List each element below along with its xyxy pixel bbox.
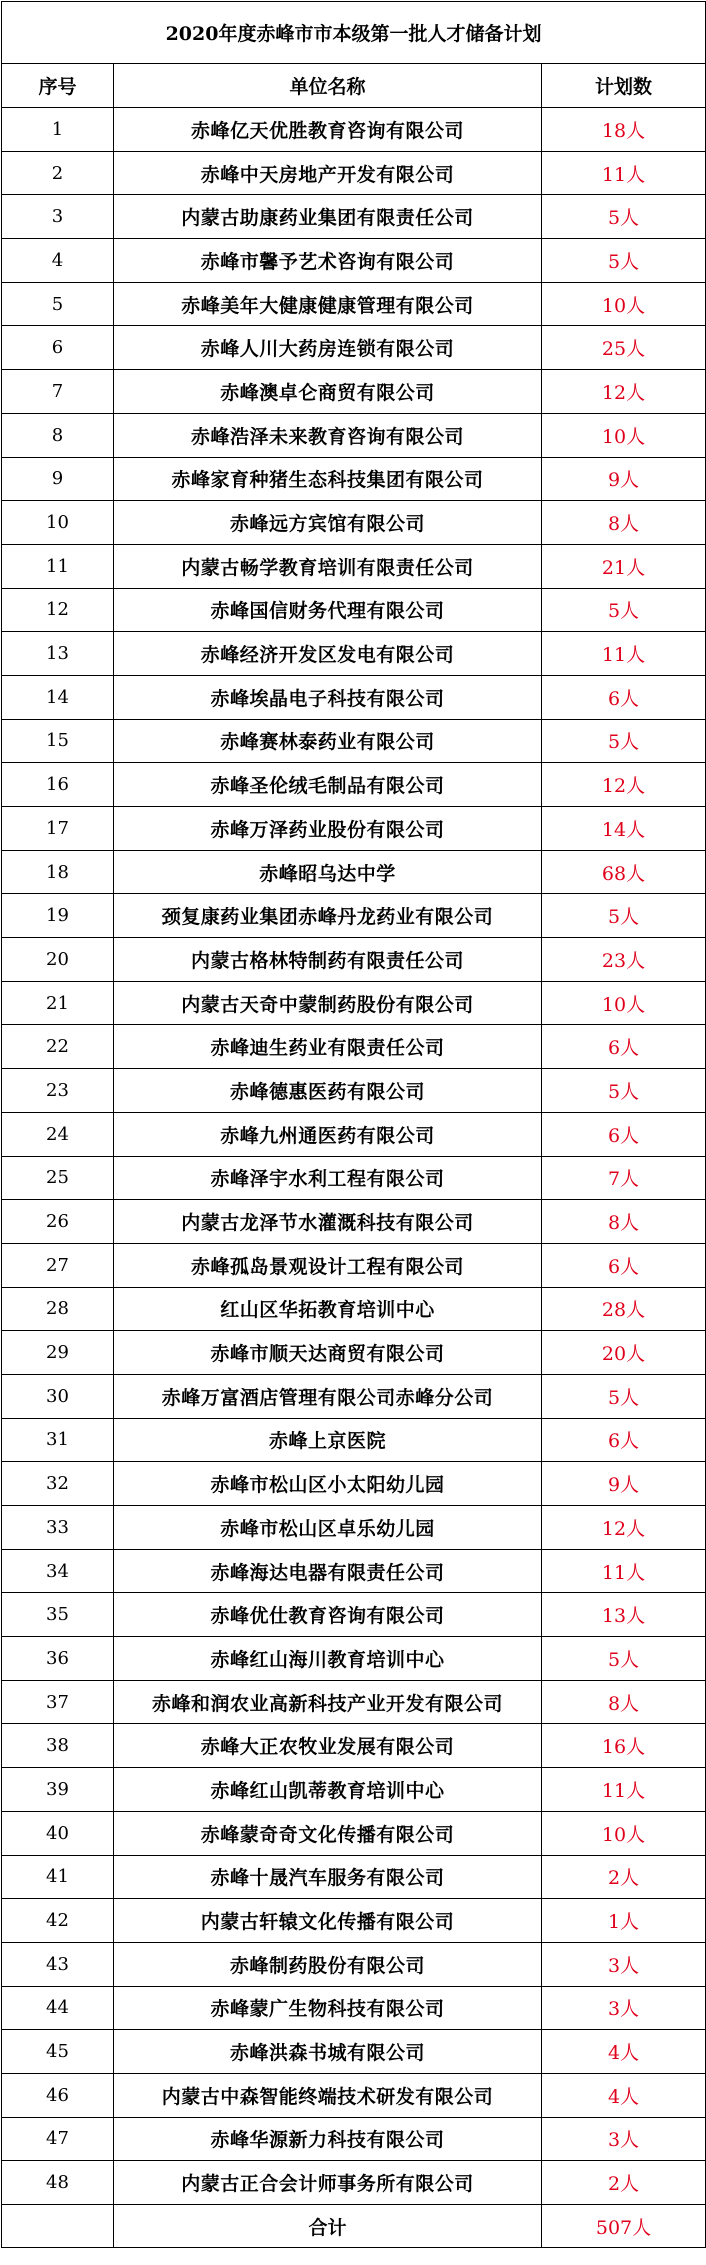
table-row bbox=[2, 195, 706, 239]
row-index: 3 bbox=[2, 195, 114, 239]
table-row bbox=[2, 1418, 706, 1462]
row-plan-count: 12人 bbox=[542, 370, 706, 414]
table-row bbox=[2, 1243, 706, 1287]
table-row bbox=[2, 1156, 706, 1200]
row-plan-count: 5人 bbox=[542, 239, 706, 283]
row-unit-name: 颈复康药业集团赤峰丹龙药业有限公司 bbox=[114, 894, 542, 938]
row-plan-count: 11人 bbox=[542, 1768, 706, 1812]
row-plan-count: 18人 bbox=[542, 108, 706, 152]
row-plan-count: 5人 bbox=[542, 1374, 706, 1418]
row-index: 27 bbox=[2, 1243, 114, 1287]
row-plan-count: 1人 bbox=[542, 1899, 706, 1943]
row-index: 15 bbox=[2, 719, 114, 763]
header-plan-count: 计划数 bbox=[542, 64, 706, 108]
table-row bbox=[2, 632, 706, 676]
header-index: 序号 bbox=[2, 64, 114, 108]
row-index: 41 bbox=[2, 1855, 114, 1899]
row-plan-count: 5人 bbox=[542, 195, 706, 239]
row-unit-name: 赤峰德惠医药有限公司 bbox=[114, 1069, 542, 1113]
row-plan-count: 25人 bbox=[542, 326, 706, 370]
row-unit-name: 赤峰亿天优胜教育咨询有限公司 bbox=[114, 108, 542, 152]
table-row bbox=[2, 1680, 706, 1724]
table-row bbox=[2, 763, 706, 807]
table-row bbox=[2, 108, 706, 152]
row-index: 18 bbox=[2, 850, 114, 894]
table-row bbox=[2, 2073, 706, 2117]
row-index: 22 bbox=[2, 1025, 114, 1069]
table-row bbox=[2, 1069, 706, 1113]
table-row bbox=[2, 1899, 706, 1943]
row-plan-count: 5人 bbox=[542, 1069, 706, 1113]
table-row bbox=[2, 1637, 706, 1681]
table-row bbox=[2, 326, 706, 370]
row-plan-count: 11人 bbox=[542, 1549, 706, 1593]
row-plan-count: 11人 bbox=[542, 632, 706, 676]
table-row bbox=[2, 2117, 706, 2161]
table-row bbox=[2, 1549, 706, 1593]
row-unit-name: 赤峰和润农业高新科技产业开发有限公司 bbox=[114, 1680, 542, 1724]
row-plan-count: 6人 bbox=[542, 1418, 706, 1462]
table-row bbox=[2, 588, 706, 632]
row-index: 11 bbox=[2, 544, 114, 588]
row-index: 36 bbox=[2, 1637, 114, 1681]
row-unit-name: 赤峰市馨予艺术咨询有限公司 bbox=[114, 239, 542, 283]
table-row bbox=[2, 981, 706, 1025]
row-unit-name: 赤峰远方宾馆有限公司 bbox=[114, 501, 542, 545]
table-row bbox=[2, 938, 706, 982]
row-plan-count: 5人 bbox=[542, 588, 706, 632]
row-unit-name: 赤峰万泽药业股份有限公司 bbox=[114, 807, 542, 851]
table-row bbox=[2, 1331, 706, 1375]
row-plan-count: 14人 bbox=[542, 807, 706, 851]
row-unit-name: 赤峰迪生药业有限责任公司 bbox=[114, 1025, 542, 1069]
table-title-row bbox=[2, 2, 706, 64]
row-unit-name: 赤峰美年大健康健康管理有限公司 bbox=[114, 282, 542, 326]
row-index: 37 bbox=[2, 1680, 114, 1724]
row-index: 42 bbox=[2, 1899, 114, 1943]
row-index: 20 bbox=[2, 938, 114, 982]
row-index: 7 bbox=[2, 370, 114, 414]
row-index: 46 bbox=[2, 2073, 114, 2117]
row-plan-count: 3人 bbox=[542, 2117, 706, 2161]
row-unit-name: 内蒙古中森智能终端技术研发有限公司 bbox=[114, 2073, 542, 2117]
row-plan-count: 6人 bbox=[542, 1112, 706, 1156]
total-row bbox=[2, 2205, 706, 2248]
row-unit-name: 赤峰埃晶电子科技有限公司 bbox=[114, 675, 542, 719]
row-index: 19 bbox=[2, 894, 114, 938]
row-plan-count: 8人 bbox=[542, 1200, 706, 1244]
row-plan-count: 2人 bbox=[542, 2161, 706, 2205]
total-index-cell bbox=[2, 2205, 114, 2248]
row-index: 25 bbox=[2, 1156, 114, 1200]
row-unit-name: 赤峰澳卓仑商贸有限公司 bbox=[114, 370, 542, 414]
row-index: 28 bbox=[2, 1287, 114, 1331]
row-plan-count: 5人 bbox=[542, 1637, 706, 1681]
table-row bbox=[2, 1374, 706, 1418]
plan-table bbox=[1, 1, 706, 2248]
row-unit-name: 赤峰红山海川教育培训中心 bbox=[114, 1637, 542, 1681]
row-index: 29 bbox=[2, 1331, 114, 1375]
table-row bbox=[2, 1025, 706, 1069]
row-index: 34 bbox=[2, 1549, 114, 1593]
row-unit-name: 赤峰蒙奇奇文化传播有限公司 bbox=[114, 1811, 542, 1855]
row-plan-count: 21人 bbox=[542, 544, 706, 588]
row-index: 4 bbox=[2, 239, 114, 283]
table-row bbox=[2, 2161, 706, 2205]
row-unit-name: 赤峰昭乌达中学 bbox=[114, 850, 542, 894]
row-plan-count: 6人 bbox=[542, 675, 706, 719]
row-unit-name: 赤峰泽宇水利工程有限公司 bbox=[114, 1156, 542, 1200]
row-plan-count: 3人 bbox=[542, 1942, 706, 1986]
table-title: 2020年度赤峰市市本级第一批人才储备计划 bbox=[2, 2, 706, 64]
total-count: 507人 bbox=[542, 2205, 706, 2248]
row-plan-count: 10人 bbox=[542, 1811, 706, 1855]
row-unit-name: 赤峰华源新力科技有限公司 bbox=[114, 2117, 542, 2161]
row-plan-count: 5人 bbox=[542, 894, 706, 938]
row-plan-count: 10人 bbox=[542, 981, 706, 1025]
row-index: 39 bbox=[2, 1768, 114, 1812]
row-unit-name: 赤峰赛林泰药业有限公司 bbox=[114, 719, 542, 763]
row-plan-count: 11人 bbox=[542, 151, 706, 195]
table-row bbox=[2, 544, 706, 588]
table-row bbox=[2, 1986, 706, 2030]
table-row bbox=[2, 1506, 706, 1550]
row-index: 2 bbox=[2, 151, 114, 195]
row-unit-name: 赤峰九州通医药有限公司 bbox=[114, 1112, 542, 1156]
row-unit-name: 赤峰上京医院 bbox=[114, 1418, 542, 1462]
column-header-row bbox=[2, 64, 706, 108]
table-row bbox=[2, 1724, 706, 1768]
row-plan-count: 6人 bbox=[542, 1243, 706, 1287]
row-index: 6 bbox=[2, 326, 114, 370]
table-row bbox=[2, 1593, 706, 1637]
row-index: 13 bbox=[2, 632, 114, 676]
table-row bbox=[2, 1811, 706, 1855]
row-unit-name: 赤峰海达电器有限责任公司 bbox=[114, 1549, 542, 1593]
row-unit-name: 赤峰十晟汽车服务有限公司 bbox=[114, 1855, 542, 1899]
table-row bbox=[2, 850, 706, 894]
row-unit-name: 红山区华拓教育培训中心 bbox=[114, 1287, 542, 1331]
row-unit-name: 赤峰蒙广生物科技有限公司 bbox=[114, 1986, 542, 2030]
row-unit-name: 赤峰浩泽未来教育咨询有限公司 bbox=[114, 413, 542, 457]
row-unit-name: 赤峰市松山区小太阳幼儿园 bbox=[114, 1462, 542, 1506]
row-plan-count: 23人 bbox=[542, 938, 706, 982]
row-unit-name: 赤峰大正农牧业发展有限公司 bbox=[114, 1724, 542, 1768]
table-row bbox=[2, 807, 706, 851]
row-index: 26 bbox=[2, 1200, 114, 1244]
row-plan-count: 2人 bbox=[542, 1855, 706, 1899]
row-plan-count: 68人 bbox=[542, 850, 706, 894]
row-index: 17 bbox=[2, 807, 114, 851]
table-row bbox=[2, 370, 706, 414]
row-plan-count: 9人 bbox=[542, 457, 706, 501]
row-unit-name: 赤峰家育种猪生态科技集团有限公司 bbox=[114, 457, 542, 501]
row-index: 10 bbox=[2, 501, 114, 545]
row-index: 21 bbox=[2, 981, 114, 1025]
table-row bbox=[2, 151, 706, 195]
table-row bbox=[2, 894, 706, 938]
row-plan-count: 6人 bbox=[542, 1025, 706, 1069]
row-unit-name: 内蒙古畅学教育培训有限责任公司 bbox=[114, 544, 542, 588]
row-index: 30 bbox=[2, 1374, 114, 1418]
row-plan-count: 4人 bbox=[542, 2030, 706, 2074]
row-unit-name: 赤峰市松山区卓乐幼儿园 bbox=[114, 1506, 542, 1550]
row-plan-count: 4人 bbox=[542, 2073, 706, 2117]
row-index: 35 bbox=[2, 1593, 114, 1637]
row-index: 12 bbox=[2, 588, 114, 632]
table-row bbox=[2, 457, 706, 501]
row-plan-count: 10人 bbox=[542, 413, 706, 457]
row-index: 48 bbox=[2, 2161, 114, 2205]
table-row bbox=[2, 1200, 706, 1244]
row-unit-name: 赤峰优仕教育咨询有限公司 bbox=[114, 1593, 542, 1637]
row-index: 5 bbox=[2, 282, 114, 326]
row-unit-name: 赤峰洪森书城有限公司 bbox=[114, 2030, 542, 2074]
table-row bbox=[2, 719, 706, 763]
row-index: 44 bbox=[2, 1986, 114, 2030]
row-index: 43 bbox=[2, 1942, 114, 1986]
table-row bbox=[2, 1112, 706, 1156]
row-unit-name: 赤峰国信财务代理有限公司 bbox=[114, 588, 542, 632]
table-row bbox=[2, 2030, 706, 2074]
row-unit-name: 赤峰孤岛景观设计工程有限公司 bbox=[114, 1243, 542, 1287]
row-unit-name: 赤峰红山凯蒂教育培训中心 bbox=[114, 1768, 542, 1812]
row-index: 40 bbox=[2, 1811, 114, 1855]
row-index: 8 bbox=[2, 413, 114, 457]
row-unit-name: 内蒙古助康药业集团有限责任公司 bbox=[114, 195, 542, 239]
row-index: 45 bbox=[2, 2030, 114, 2074]
row-index: 47 bbox=[2, 2117, 114, 2161]
row-index: 1 bbox=[2, 108, 114, 152]
row-plan-count: 7人 bbox=[542, 1156, 706, 1200]
row-unit-name: 内蒙古龙泽节水灌溉科技有限公司 bbox=[114, 1200, 542, 1244]
row-plan-count: 5人 bbox=[542, 719, 706, 763]
row-index: 24 bbox=[2, 1112, 114, 1156]
row-plan-count: 3人 bbox=[542, 1986, 706, 2030]
table-row bbox=[2, 1462, 706, 1506]
table-row bbox=[2, 501, 706, 545]
row-plan-count: 9人 bbox=[542, 1462, 706, 1506]
row-plan-count: 10人 bbox=[542, 282, 706, 326]
row-unit-name: 赤峰经济开发区发电有限公司 bbox=[114, 632, 542, 676]
row-plan-count: 8人 bbox=[542, 1680, 706, 1724]
table-row bbox=[2, 413, 706, 457]
table-row bbox=[2, 1942, 706, 1986]
talent-reserve-plan-sheet bbox=[1, 1, 705, 2248]
row-unit-name: 内蒙古格林特制药有限责任公司 bbox=[114, 938, 542, 982]
row-unit-name: 赤峰万富酒店管理有限公司赤峰分公司 bbox=[114, 1374, 542, 1418]
row-plan-count: 12人 bbox=[542, 1506, 706, 1550]
table-row bbox=[2, 675, 706, 719]
row-plan-count: 8人 bbox=[542, 501, 706, 545]
row-index: 32 bbox=[2, 1462, 114, 1506]
table-body bbox=[2, 108, 706, 2205]
row-unit-name: 内蒙古轩辕文化传播有限公司 bbox=[114, 1899, 542, 1943]
row-unit-name: 赤峰市顺天达商贸有限公司 bbox=[114, 1331, 542, 1375]
table-row bbox=[2, 282, 706, 326]
row-plan-count: 13人 bbox=[542, 1593, 706, 1637]
row-plan-count: 16人 bbox=[542, 1724, 706, 1768]
row-plan-count: 12人 bbox=[542, 763, 706, 807]
row-unit-name: 赤峰人川大药房连锁有限公司 bbox=[114, 326, 542, 370]
row-unit-name: 内蒙古正合会计师事务所有限公司 bbox=[114, 2161, 542, 2205]
row-index: 38 bbox=[2, 1724, 114, 1768]
table-row bbox=[2, 1768, 706, 1812]
row-index: 16 bbox=[2, 763, 114, 807]
row-index: 23 bbox=[2, 1069, 114, 1113]
row-index: 9 bbox=[2, 457, 114, 501]
total-label: 合计 bbox=[114, 2205, 542, 2248]
row-index: 31 bbox=[2, 1418, 114, 1462]
row-plan-count: 20人 bbox=[542, 1331, 706, 1375]
row-plan-count: 28人 bbox=[542, 1287, 706, 1331]
table-row bbox=[2, 1855, 706, 1899]
table-row bbox=[2, 239, 706, 283]
row-unit-name: 赤峰中天房地产开发有限公司 bbox=[114, 151, 542, 195]
header-unit-name: 单位名称 bbox=[114, 64, 542, 108]
row-unit-name: 赤峰制药股份有限公司 bbox=[114, 1942, 542, 1986]
row-unit-name: 赤峰圣伦绒毛制品有限公司 bbox=[114, 763, 542, 807]
table-row bbox=[2, 1287, 706, 1331]
row-index: 14 bbox=[2, 675, 114, 719]
row-unit-name: 内蒙古天奇中蒙制药股份有限公司 bbox=[114, 981, 542, 1025]
row-index: 33 bbox=[2, 1506, 114, 1550]
